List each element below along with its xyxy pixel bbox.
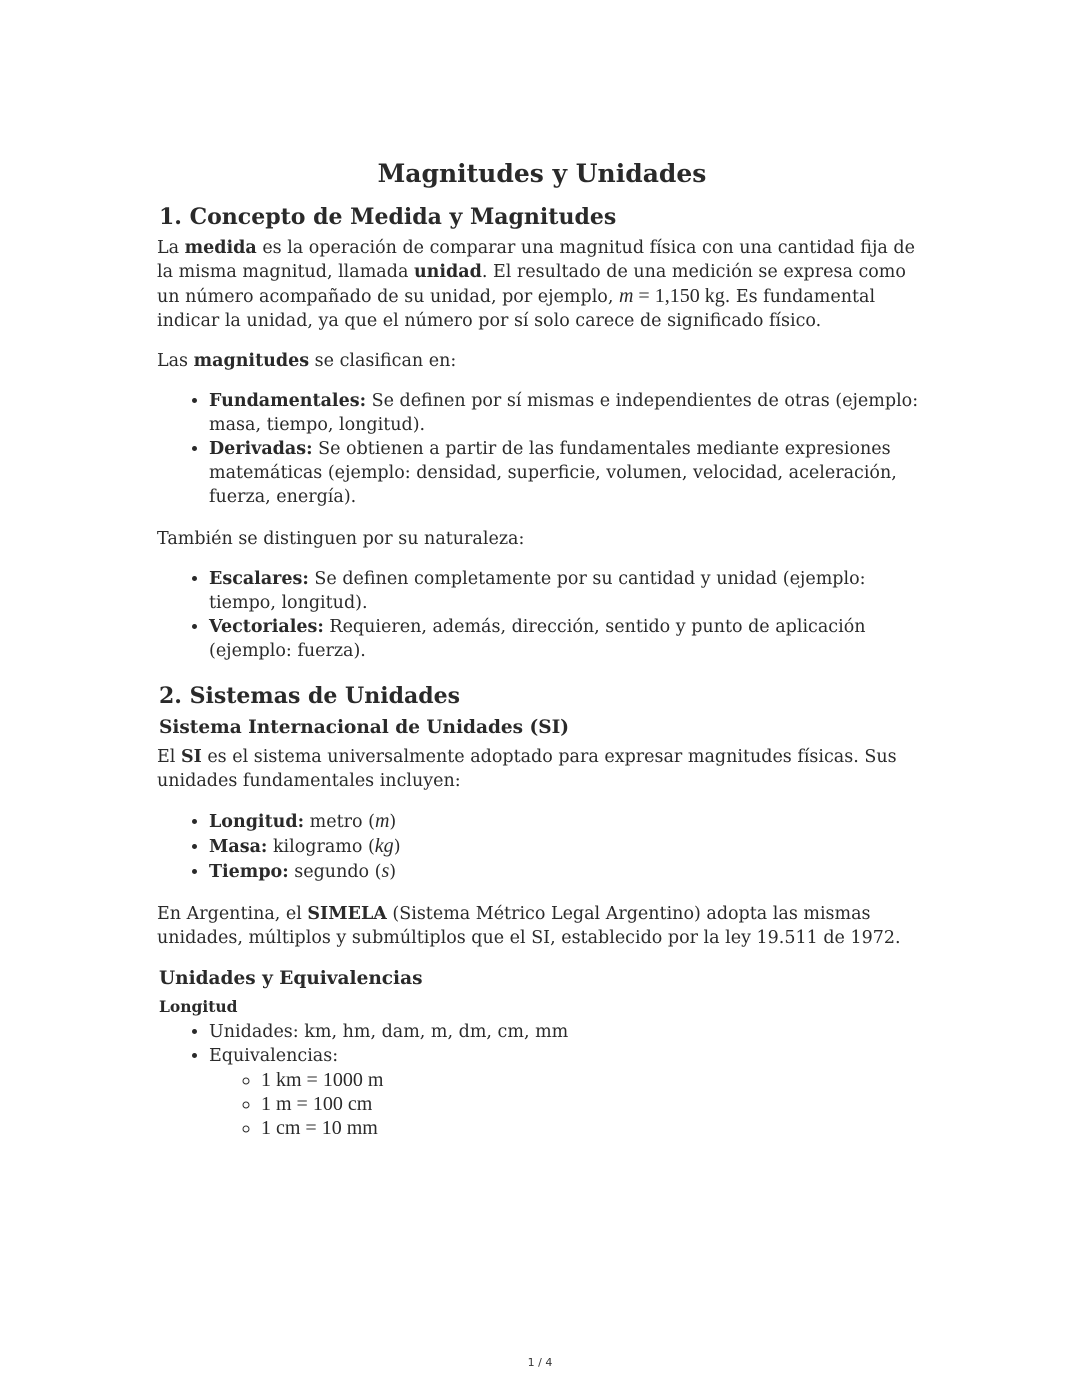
document-title: Magnitudes y Unidades	[377, 159, 707, 188]
section-2-heading: 2. Sistemas de Unidades	[159, 683, 460, 709]
text: La	[157, 238, 185, 258]
si-paragraph-1	[157, 745, 927, 793]
equivalence-item: ◦ 1 cm = 10 mm	[261, 1116, 927, 1140]
list-item-label: Derivadas:	[209, 439, 313, 459]
page-number: 1 / 4	[527, 1356, 553, 1369]
text: )	[393, 837, 401, 857]
bold-term-unidad: unidad	[413, 262, 482, 282]
list-item	[209, 567, 927, 615]
magnitudes-nature-list	[157, 567, 927, 663]
list-item-text: segundo (	[288, 862, 382, 882]
list-item-text: Requieren, además, dirección, sentido y punto de aplicación (ejemplo: fuerza).	[209, 617, 866, 661]
si-subheading: Sistema Internacional de Unidades (SI)	[159, 717, 570, 738]
unit-symbol: s	[381, 860, 390, 882]
document-page	[157, 158, 927, 1158]
text: es el sistema universalmente adoptado para expresar magnitudes físicas. Sus unidades fundamentales incluyen:	[157, 747, 897, 791]
bold-term-medida: medida	[184, 238, 257, 258]
list-item-label: Masa:	[209, 837, 268, 857]
math-expression	[619, 285, 725, 307]
section-1-paragraph-3: También se distinguen por su naturaleza:	[157, 529, 525, 549]
text: Las	[157, 351, 194, 371]
list-item	[209, 389, 927, 437]
list-item	[209, 615, 927, 663]
list-item-label: Vectoriales:	[209, 617, 324, 637]
list-item-text: Equivalencias:	[209, 1046, 339, 1066]
list-item-text: Se definen por sí mismas e independientes de otras (ejemplo: masa, tiempo, longitud).	[209, 391, 919, 435]
list-item-text: Se obtienen a partir de las fundamentales mediante expresiones matemáticas (ejemplo: densidad, superficie, volumen, velocidad, aceleración, fuerza, energía).	[209, 439, 897, 507]
list-item-label: Longitud:	[209, 812, 305, 832]
text: )	[389, 862, 397, 882]
unit-symbol: kg	[374, 835, 394, 857]
unit-symbol: m	[374, 810, 390, 832]
section-1-paragraph-1	[157, 236, 927, 333]
text: En Argentina, el	[157, 904, 308, 924]
list-item: • Unidades: km, hm, dam, m, dm, cm, mm	[209, 1020, 927, 1044]
equivalence-item: ◦ 1 m = 100 cm	[261, 1092, 927, 1116]
text: El	[157, 747, 181, 767]
si-fundamental-units-list	[157, 809, 927, 884]
list-item-label: Fundamentales:	[209, 391, 367, 411]
list-item	[209, 809, 927, 834]
list-item-text: kilogramo (	[267, 837, 375, 857]
longitud-list	[157, 1020, 927, 1140]
text: (Sistema Métrico Legal Argentino) adopta las mismas unidades, múltiplos y submúltiplos que el SI, establecido por la ley 19.511 de 1972.	[157, 904, 901, 948]
text: . Es fundamental indicar la unidad, ya que el número por sí solo carece de significado físico.	[157, 287, 876, 331]
list-item	[209, 859, 927, 884]
section-1-heading: 1. Concepto de Medida y Magnitudes	[159, 204, 617, 230]
units-equivalences-subheading: Unidades y Equivalencias	[159, 968, 423, 989]
magnitudes-classification-list	[157, 389, 927, 509]
equivalences-list	[209, 1068, 927, 1140]
bold-term-simela: SIMELA	[307, 904, 387, 924]
list-item	[209, 1044, 927, 1140]
math-value: = 1,150 kg	[633, 285, 725, 307]
equivalence-item: ◦ 1 km = 1000 m	[261, 1068, 927, 1092]
text: se clasifican en:	[309, 351, 457, 371]
list-item-label: Escalares:	[209, 569, 309, 589]
list-item-label: Tiempo:	[209, 862, 289, 882]
text: . El resultado de una medición se expresa como un número acompañado de su unidad, por ejemplo,	[157, 262, 906, 307]
text: )	[389, 812, 397, 832]
list-item-text: Se definen completamente por su cantidad y unidad (ejemplo: tiempo, longitud).	[209, 569, 866, 613]
bold-term-magnitudes: magnitudes	[193, 351, 310, 371]
bold-term-si: SI	[180, 747, 202, 767]
list-item	[209, 834, 927, 859]
simela-paragraph	[157, 902, 927, 950]
list-item-text: metro (	[304, 812, 375, 832]
math-variable: m	[618, 285, 634, 307]
list-item	[209, 437, 927, 509]
longitud-heading: Longitud	[159, 997, 238, 1016]
text: es la operación de comparar una magnitud física con una cantidad fija de la misma magnitud, llamada	[157, 238, 915, 282]
section-1-paragraph-2	[157, 349, 927, 373]
